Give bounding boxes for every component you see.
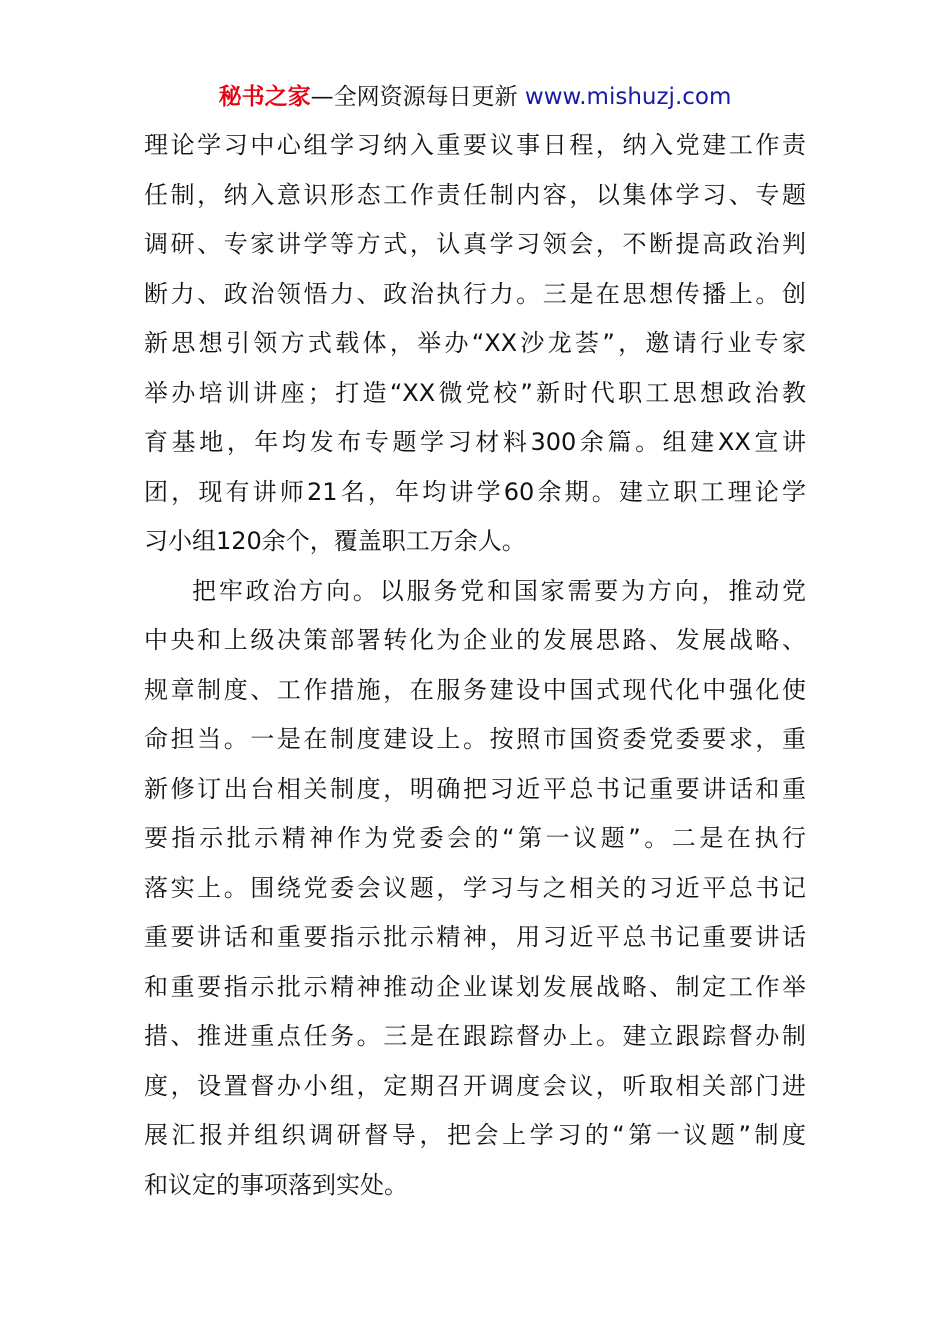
text-line: 度，设置督办小组，定期召开调度会议，听取相关部门进 [144,1071,806,1100]
text-line: 要指示批示精神作为党委会的“第一议题”。二是在执行 [144,824,806,852]
text-line: 把牢政治方向。以服务党和国家需要为方向，推动党 [192,576,806,605]
text-line: 育基地，年均发布专题学习材料300余篇。组建XX宣讲 [144,428,806,456]
site-tagline: —全网资源每日更新 [310,84,518,110]
text-line: 任制，纳入意识形态工作责任制内容，以集体学习、专题 [144,180,806,209]
text-line: 落实上。围绕党委会议题，学习与之相关的习近平总书记 [144,873,806,902]
text-line: 命担当。一是在制度建设上。按照市国资委党委要求，重 [144,725,806,753]
text-line: 理论学习中心组学习纳入重要议事日程，纳入党建工作责 [144,131,806,159]
text-line: 团，现有讲师21名，年均讲学60余期。建立职工理论学 [144,477,806,506]
text-line: 新思想引领方式载体，举办“XX沙龙荟”，邀请行业专家 [144,329,806,357]
text-line: 断力、政治领悟力、政治执行力。三是在思想传播上。创 [144,279,806,308]
text-line: 展汇报并组织调研督导，把会上学习的“第一议题”制度 [144,1121,806,1149]
site-brand: 秘书之家 [218,84,311,110]
text-line: 重要讲话和重要指示批示精神，用习近平总书记重要讲话 [144,923,806,951]
text-line: 和重要指示批示精神推动企业谋划发展战略、制定工作举 [144,972,806,1001]
text-line: 和议定的事项落到实处。 [144,1170,408,1199]
paragraph-2 [144,567,806,1211]
text-line: 规章制度、工作措施，在服务建设中国式现代化中强化使 [144,675,806,704]
text-line: 调研、专家讲学等方式，认真学习领会，不断提高政治判 [144,230,806,258]
text-line: 措、推进重点任务。三是在跟踪督办上。建立跟踪督办制 [144,1022,806,1050]
site-url-link[interactable]: www.mishuzj.com [524,84,732,110]
text-line: 习小组120余个，覆盖职工万余人。 [144,527,526,555]
text-line: 举办培训讲座；打造“XX微党校”新时代职工思想政治教 [144,378,806,407]
page-header [0,80,950,114]
text-line: 新修订出台相关制度，明确把习近平总书记重要讲话和重 [144,774,806,803]
document-body [144,121,806,1210]
paragraph-1 [144,121,806,567]
text-line: 中央和上级决策部署转化为企业的发展思路、发展战略、 [144,626,806,654]
